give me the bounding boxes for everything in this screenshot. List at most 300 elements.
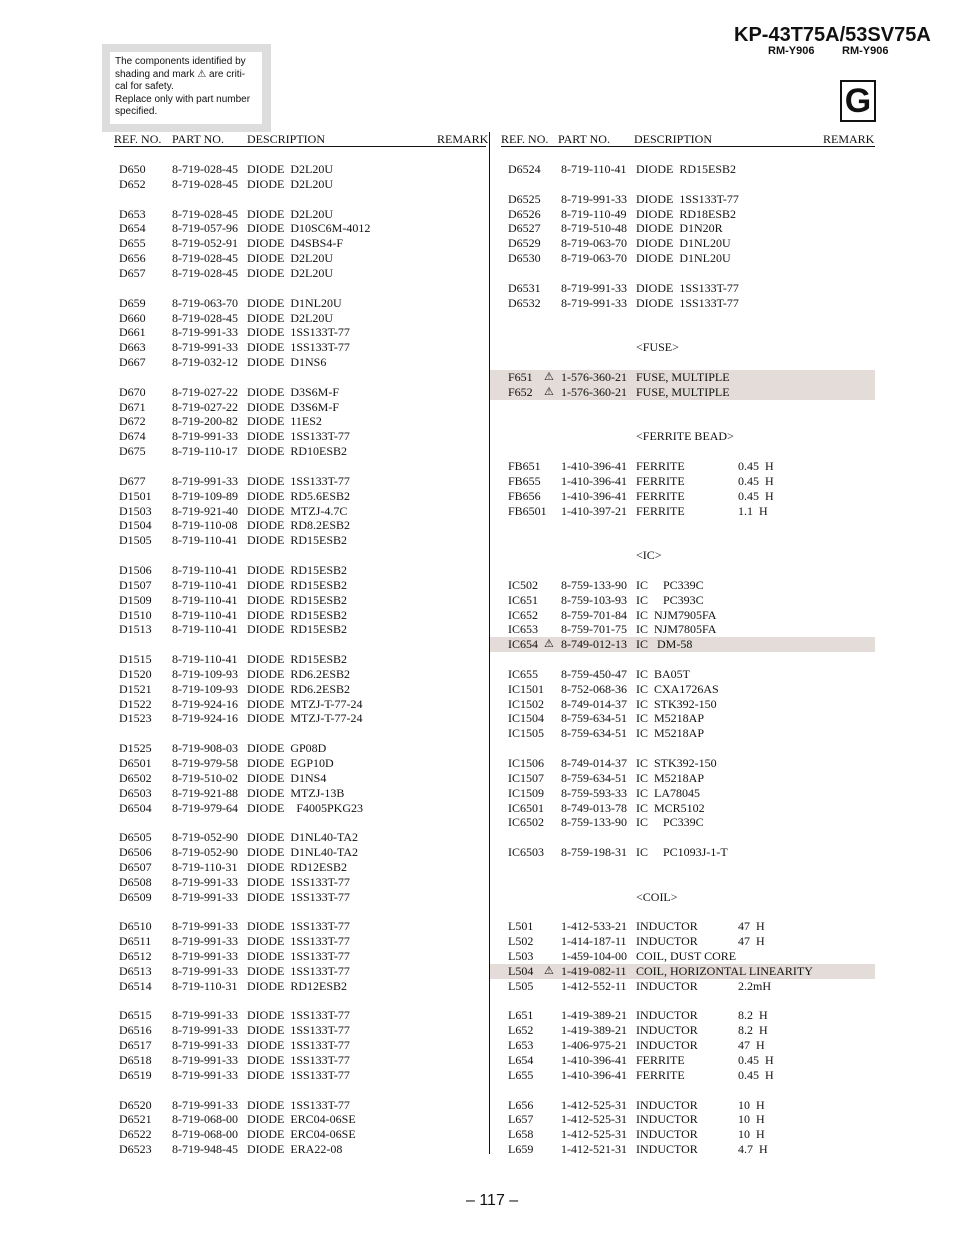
ref-number: D6518 xyxy=(119,1053,152,1067)
parts-row xyxy=(490,281,875,296)
parts-row xyxy=(0,563,480,578)
part-description: INDUCTOR xyxy=(636,1023,698,1038)
left-header-description: DESCRIPTION xyxy=(247,132,326,146)
part-number: 8-759-198-31 xyxy=(561,845,627,860)
ref-number: FB655 xyxy=(508,473,541,488)
ref-number: D1503 xyxy=(119,503,152,518)
ref-number: IC653 xyxy=(508,622,538,637)
ref-number: D1513 xyxy=(119,622,152,637)
ref-number: D6530 xyxy=(508,251,541,266)
parts-row xyxy=(0,340,480,355)
parts-row xyxy=(0,266,480,281)
ref-number: D6506 xyxy=(119,845,152,860)
ref-number: D661 xyxy=(119,325,146,340)
ref-number: D1520 xyxy=(119,666,152,681)
part-remark: 47 H xyxy=(738,1038,765,1053)
ref-number: D672 xyxy=(119,414,146,429)
category-heading: <IC> xyxy=(636,548,662,563)
ref-number: D6511 xyxy=(119,934,152,949)
part-description: DIODE ERC04-06SE xyxy=(247,1112,356,1127)
ref-number: D6515 xyxy=(119,1008,152,1023)
part-description: IC PC393C xyxy=(636,592,704,607)
part-number: 1-414-187-11 xyxy=(561,934,627,949)
part-description: FERRITE xyxy=(636,459,685,473)
left-header-rule xyxy=(114,146,486,147)
ref-number: D1510 xyxy=(119,607,152,622)
part-description: DIODE D2L20U xyxy=(247,265,333,280)
parts-row xyxy=(0,533,480,548)
parts-row xyxy=(0,608,480,623)
ref-number: D6525 xyxy=(508,191,541,206)
part-number: 1-576-360-21 xyxy=(561,384,627,399)
part-number: 8-719-991-33 xyxy=(172,1097,238,1112)
part-description: DIODE 1SS133T-77 xyxy=(247,1023,350,1038)
right-header-remark: REMARK xyxy=(823,132,875,146)
parts-row xyxy=(0,979,480,994)
part-description: IC PC339C xyxy=(636,577,704,592)
ref-number: L503 xyxy=(508,949,534,964)
part-description: DIODE D2L20U xyxy=(247,251,333,266)
part-description: DIODE F4005PKG23 xyxy=(247,800,364,815)
part-number: 1-406-975-21 xyxy=(561,1038,627,1053)
part-number: 8-719-991-33 xyxy=(561,191,627,206)
parts-row xyxy=(490,459,875,474)
part-description: FUSE, MULTIPLE xyxy=(636,369,730,384)
ref-number: D1509 xyxy=(119,592,152,607)
part-description: FUSE, MULTIPLE xyxy=(636,384,730,399)
part-description: IC STK392-150 xyxy=(636,756,717,770)
part-description: DIODE 1SS133T-77 xyxy=(247,473,350,488)
part-description: DIODE MTZJ-4.7C xyxy=(247,503,348,518)
left-header-ref: REF. NO. xyxy=(114,132,162,146)
parts-row xyxy=(490,949,875,964)
parts-row xyxy=(0,697,480,712)
parts-row xyxy=(0,682,480,697)
part-remark: 2.2mH xyxy=(738,978,771,993)
part-number: 8-719-068-00 xyxy=(172,1112,238,1127)
parts-row xyxy=(490,1127,875,1142)
parts-row xyxy=(490,726,875,741)
parts-row xyxy=(0,429,480,444)
part-description: FERRITE xyxy=(636,1053,685,1067)
part-number: 8-759-634-51 xyxy=(561,770,627,785)
part-remark: 8.2 H xyxy=(738,1008,768,1023)
parts-row xyxy=(0,251,480,266)
part-remark: 1.1 H xyxy=(738,503,768,518)
ref-number: D6510 xyxy=(119,919,152,934)
part-description: FERRITE xyxy=(636,488,685,503)
parts-row xyxy=(490,934,875,949)
parts-row xyxy=(0,1068,480,1083)
parts-row xyxy=(490,489,875,504)
parts-row xyxy=(490,786,875,801)
ref-number: IC1505 xyxy=(508,726,544,741)
part-number: 1-412-525-31 xyxy=(561,1112,627,1127)
part-number: 8-719-052-90 xyxy=(172,830,238,845)
parts-row xyxy=(0,1112,480,1127)
part-number: 8-719-991-33 xyxy=(172,473,238,488)
part-description: IC BA05T xyxy=(636,666,690,681)
ref-number: L651 xyxy=(508,1008,534,1023)
category-heading: <FERRITE BEAD> xyxy=(636,429,734,444)
parts-row xyxy=(0,1023,480,1038)
part-number: 8-719-991-33 xyxy=(172,340,238,355)
part-description: FERRITE xyxy=(636,503,685,518)
part-number: 8-719-110-41 xyxy=(172,622,238,637)
ref-number: L504 xyxy=(508,963,534,978)
part-description: DIODE RD6.2ESB2 xyxy=(247,681,351,696)
parts-row xyxy=(490,162,875,177)
ref-number: D671 xyxy=(119,399,146,414)
parts-row xyxy=(490,682,875,697)
ref-number: D6526 xyxy=(508,206,541,221)
category-heading: <FUSE> xyxy=(636,340,679,355)
safety-notice-text: The components identified by shading and mark ⚠ are criti- cal for safety. Replace only with part number specified. xyxy=(110,52,262,124)
part-number: 8-719-027-22 xyxy=(172,399,238,414)
part-number: 8-719-028-45 xyxy=(172,176,238,191)
ref-number: IC1502 xyxy=(508,696,544,711)
ref-number: FB651 xyxy=(508,459,541,473)
ref-number: IC1509 xyxy=(508,785,544,800)
part-number: 8-719-068-00 xyxy=(172,1127,238,1142)
ref-number: D6508 xyxy=(119,874,152,889)
part-number: 8-719-063-70 xyxy=(561,251,627,266)
safety-warning-icon: ⚠ xyxy=(544,638,554,651)
part-number: 1-410-396-41 xyxy=(561,1053,627,1067)
part-remark: 47 H xyxy=(738,919,765,934)
ref-number: D1506 xyxy=(119,562,152,577)
part-description: FERRITE xyxy=(636,473,685,488)
part-number: 8-719-052-91 xyxy=(172,236,238,251)
part-number: 8-752-068-36 xyxy=(561,681,627,696)
part-description: DIODE RD18ESB2 xyxy=(636,206,737,221)
ref-number: D6524 xyxy=(508,162,541,176)
parts-row xyxy=(0,414,480,429)
ref-number: D654 xyxy=(119,221,146,236)
part-description: DIODE D2L20U xyxy=(247,176,333,191)
part-description: DIODE RD15ESB2 xyxy=(636,162,737,176)
ref-number: D667 xyxy=(119,355,146,370)
parts-row xyxy=(0,1142,480,1157)
ref-number: IC655 xyxy=(508,666,538,681)
part-number: 8-719-948-45 xyxy=(172,1142,238,1157)
part-number: 8-719-032-12 xyxy=(172,355,238,370)
ref-number: IC6502 xyxy=(508,815,544,830)
part-number: 8-719-028-45 xyxy=(172,206,238,221)
parts-row xyxy=(0,949,480,964)
parts-row xyxy=(0,177,480,192)
part-description: DIODE D1NS6 xyxy=(247,355,327,370)
ref-number: D657 xyxy=(119,265,146,280)
part-description: DIODE 1SS133T-77 xyxy=(247,889,350,904)
part-description: IC STK392-150 xyxy=(636,696,717,711)
part-description: DIODE RD15ESB2 xyxy=(247,652,348,667)
parts-row xyxy=(0,771,480,786)
parts-row xyxy=(490,1053,875,1068)
part-description: DIODE 1SS133T-77 xyxy=(247,874,350,889)
parts-row xyxy=(0,236,480,251)
ref-number: IC1506 xyxy=(508,756,544,770)
parts-row xyxy=(490,192,875,207)
part-description: IC M5218AP xyxy=(636,770,705,785)
part-description: DIODE RD15ESB2 xyxy=(247,577,348,592)
ref-number: D653 xyxy=(119,206,146,221)
ref-number: D6513 xyxy=(119,963,152,978)
parts-row xyxy=(490,771,875,786)
part-description: IC LA78045 xyxy=(636,785,700,800)
ref-number: D6505 xyxy=(119,830,152,845)
part-description: DIODE D1NL20U xyxy=(247,295,342,310)
part-number: 8-719-110-17 xyxy=(172,444,238,459)
part-description: INDUCTOR xyxy=(636,1112,698,1127)
remote-model-1: RM-Y906 xyxy=(768,45,815,57)
part-number: 8-719-991-33 xyxy=(172,1038,238,1053)
parts-row xyxy=(0,801,480,816)
part-number: 8-759-701-75 xyxy=(561,622,627,637)
part-description: IC DM-58 xyxy=(636,637,693,652)
parts-row xyxy=(0,489,480,504)
part-description: DIODE RD15ESB2 xyxy=(247,607,348,622)
safety-notice xyxy=(102,44,271,132)
part-number: 8-719-991-33 xyxy=(172,1053,238,1067)
part-description: DIODE RD12ESB2 xyxy=(247,859,348,874)
parts-row xyxy=(0,964,480,979)
ref-number: D655 xyxy=(119,236,146,251)
part-remark: 47 H xyxy=(738,934,765,949)
ref-number: L659 xyxy=(508,1142,534,1157)
part-number: 1-412-533-21 xyxy=(561,919,627,934)
parts-row xyxy=(490,578,875,593)
part-number: 8-719-110-41 xyxy=(172,652,238,667)
part-number: 8-719-991-33 xyxy=(172,919,238,934)
parts-row xyxy=(0,845,480,860)
ref-number: D6519 xyxy=(119,1067,152,1082)
part-number: 8-719-921-40 xyxy=(172,503,238,518)
part-number: 1-412-521-31 xyxy=(561,1142,627,1157)
ref-number: IC652 xyxy=(508,607,538,622)
parts-row xyxy=(0,207,480,222)
parts-row xyxy=(490,1112,875,1127)
critical-parts-row xyxy=(490,385,875,400)
part-number: 8-719-991-33 xyxy=(172,949,238,964)
part-description: DIODE D1N20R xyxy=(636,221,723,236)
part-description: INDUCTOR xyxy=(636,1097,698,1112)
part-remark: 0.45 H xyxy=(738,1067,774,1082)
parts-row xyxy=(0,385,480,400)
part-description: DIODE GP08D xyxy=(247,741,327,756)
parts-row xyxy=(0,221,480,236)
ref-number: L501 xyxy=(508,919,534,934)
part-number: 1-459-104-00 xyxy=(561,949,627,964)
part-number: 8-719-510-48 xyxy=(561,221,627,236)
ref-number: D1525 xyxy=(119,741,152,756)
parts-row xyxy=(0,593,480,608)
safety-warning-icon: ⚠ xyxy=(544,385,554,398)
part-description: DIODE RD10ESB2 xyxy=(247,444,348,459)
part-number: 8-719-991-33 xyxy=(172,1067,238,1082)
part-description: IC M5218AP xyxy=(636,726,705,741)
part-description: IC M5218AP xyxy=(636,711,705,726)
part-description: DIODE 1SS133T-77 xyxy=(247,325,350,340)
part-description: DIODE RD5.6ESB2 xyxy=(247,488,351,503)
part-remark: 10 H xyxy=(738,1127,765,1142)
part-description: DIODE ERC04-06SE xyxy=(247,1127,356,1142)
ref-number: IC651 xyxy=(508,592,538,607)
ref-number: D6516 xyxy=(119,1023,152,1038)
part-number: 8-719-908-03 xyxy=(172,741,238,756)
part-number: 8-719-052-90 xyxy=(172,845,238,860)
part-number: 8-719-979-58 xyxy=(172,756,238,770)
part-remark: 0.45 H xyxy=(738,473,774,488)
part-number: 8-719-991-33 xyxy=(172,963,238,978)
part-number: 8-719-110-31 xyxy=(172,978,238,993)
parts-row xyxy=(0,400,480,415)
parts-row xyxy=(0,875,480,890)
part-number: 8-719-110-41 xyxy=(172,577,238,592)
ref-number: D6507 xyxy=(119,859,152,874)
parts-row xyxy=(0,311,480,326)
parts-row xyxy=(0,756,480,771)
part-description: DIODE D2L20U xyxy=(247,206,333,221)
ref-number: D652 xyxy=(119,176,146,191)
part-number: 8-719-991-33 xyxy=(561,280,627,295)
ref-number: D6509 xyxy=(119,889,152,904)
right-header-rule xyxy=(501,146,875,147)
part-description: DIODE RD12ESB2 xyxy=(247,978,348,993)
ref-number: IC6503 xyxy=(508,845,544,860)
part-description: DIODE D1NL20U xyxy=(636,236,731,251)
part-number: 1-410-396-41 xyxy=(561,1067,627,1082)
left-header-remark: REMARK xyxy=(437,132,489,146)
ref-number: L502 xyxy=(508,934,534,949)
part-description: INDUCTOR xyxy=(636,1142,698,1157)
part-remark: 10 H xyxy=(738,1112,765,1127)
ref-number: D1523 xyxy=(119,711,152,726)
part-number: 1-419-389-21 xyxy=(561,1023,627,1038)
section-letter-box: G xyxy=(840,80,876,122)
part-description: DIODE 1SS133T-77 xyxy=(247,1053,350,1067)
part-description: IC MCR5102 xyxy=(636,800,705,815)
parts-row xyxy=(0,622,480,637)
ref-number: D6517 xyxy=(119,1038,152,1053)
remote-model-2: RM-Y906 xyxy=(842,45,889,57)
parts-row xyxy=(0,578,480,593)
model-title: KP-43T75A/53SV75A xyxy=(734,24,931,46)
ref-number: D6512 xyxy=(119,949,152,964)
part-remark: 0.45 H xyxy=(738,459,774,473)
part-number: 8-719-200-82 xyxy=(172,414,238,429)
ref-number: IC1504 xyxy=(508,711,544,726)
right-header-description: DESCRIPTION xyxy=(634,132,713,146)
part-number: 8-719-028-45 xyxy=(172,310,238,325)
part-description: FERRITE xyxy=(636,1067,685,1082)
ref-number: D675 xyxy=(119,444,146,459)
ref-number: D6523 xyxy=(119,1142,152,1157)
part-number: 8-759-593-33 xyxy=(561,785,627,800)
part-description: DIODE 1SS133T-77 xyxy=(636,295,739,310)
parts-row xyxy=(490,711,875,726)
ref-number: D670 xyxy=(119,384,146,399)
part-number: 1-419-082-11 xyxy=(561,963,627,978)
part-number: 8-719-110-41 xyxy=(172,562,238,577)
part-number: 8-759-450-47 xyxy=(561,666,627,681)
part-description: DIODE 1SS133T-77 xyxy=(247,340,350,355)
ref-number: D1504 xyxy=(119,518,152,533)
parts-row xyxy=(490,236,875,251)
parts-row xyxy=(490,697,875,712)
part-number: 8-719-063-70 xyxy=(561,236,627,251)
parts-row xyxy=(490,608,875,623)
part-description: IC NJM7905FA xyxy=(636,607,717,622)
part-description: COIL, HORIZONTAL LINEARITY xyxy=(636,963,813,978)
part-number: 8-719-109-89 xyxy=(172,488,238,503)
part-number: 8-719-110-41 xyxy=(172,592,238,607)
parts-row xyxy=(490,593,875,608)
part-number: 8-719-028-45 xyxy=(172,265,238,280)
part-description: DIODE 1SS133T-77 xyxy=(247,1067,350,1082)
ref-number: D6504 xyxy=(119,800,152,815)
part-description: INDUCTOR xyxy=(636,1038,698,1053)
part-number: 8-749-014-37 xyxy=(561,756,627,770)
ref-number: D660 xyxy=(119,310,146,325)
part-number: 8-759-634-51 xyxy=(561,711,627,726)
part-number: 8-719-110-08 xyxy=(172,518,238,533)
parts-row xyxy=(490,845,875,860)
parts-row xyxy=(490,221,875,236)
ref-number: L654 xyxy=(508,1053,534,1067)
part-description: DIODE RD6.2ESB2 xyxy=(247,666,351,681)
parts-row xyxy=(0,711,480,726)
part-number: 8-719-110-49 xyxy=(561,206,627,221)
part-number: 8-719-991-33 xyxy=(561,295,627,310)
parts-row xyxy=(490,979,875,994)
right-header-part: PART NO. xyxy=(558,132,610,146)
ref-number: L655 xyxy=(508,1067,534,1082)
part-description: DIODE D2L20U xyxy=(247,310,333,325)
parts-row xyxy=(0,741,480,756)
part-number: 8-719-991-33 xyxy=(172,429,238,444)
parts-row xyxy=(490,251,875,266)
part-description: DIODE MTZJ-T-77-24 xyxy=(247,696,363,711)
part-number: 8-759-701-84 xyxy=(561,607,627,622)
part-number: 8-719-109-93 xyxy=(172,666,238,681)
ref-number: FB656 xyxy=(508,488,541,503)
part-number: 8-759-103-93 xyxy=(561,592,627,607)
part-number: 8-719-991-33 xyxy=(172,1008,238,1023)
parts-row xyxy=(490,296,875,311)
parts-row xyxy=(490,1023,875,1038)
part-number: 8-719-924-16 xyxy=(172,696,238,711)
part-description: DIODE 1SS133T-77 xyxy=(636,280,739,295)
part-description: INDUCTOR xyxy=(636,919,698,934)
part-number: 8-719-063-70 xyxy=(172,295,238,310)
part-number: 8-719-027-22 xyxy=(172,384,238,399)
part-number: 1-410-396-41 xyxy=(561,488,627,503)
ref-number: D1515 xyxy=(119,652,152,667)
ref-number: D677 xyxy=(119,473,146,488)
ref-number: D6520 xyxy=(119,1097,152,1112)
parts-row xyxy=(490,1068,875,1083)
parts-row xyxy=(0,1038,480,1053)
part-remark: 8.2 H xyxy=(738,1023,768,1038)
part-number: 8-719-979-64 xyxy=(172,800,238,815)
part-description: DIODE D10SC6M-4012 xyxy=(247,221,371,236)
parts-row xyxy=(490,756,875,771)
parts-row xyxy=(490,919,875,934)
parts-row xyxy=(0,325,480,340)
ref-number: D1522 xyxy=(119,696,152,711)
category-heading: <COIL> xyxy=(636,889,678,904)
